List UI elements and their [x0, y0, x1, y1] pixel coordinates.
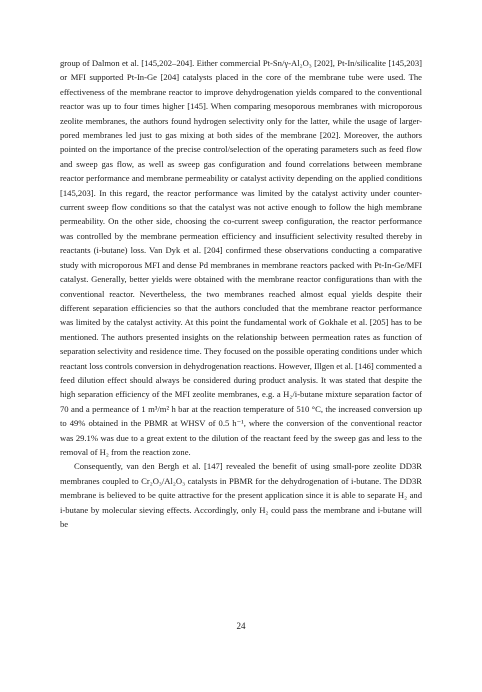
paragraph: group of Dalmon et al. [145,202–204]. Either commercial Pt-Sn/γ-Al₂O₃ [202], Pt-In/silicalite [145,203] or MFI supported Pt-In-Ge [204] catalysts placed in the core of the membrane tube were used. The effectiveness of the membrane reactor to improve dehydrogenation yields compared to the conventional reactor was up to four times higher [145]. When comparing mesoporous membranes with microporous zeolite membranes, the authors found hydrogen selectivity only for the latter, while the usage of larger-pored membranes led just to gas mixing at both sides of the membrane [202]. Moreover, the authors pointed on the importance of the precise control/selection of the operating parameters such as feed flow and sweep gas flow, as well as sweep gas configuration and found correlations between membrane reactor performance and membrane permeability or catalyst activity depending on the applied conditions [145,203]. In this regard, the reactor performance was limited by the catalyst activity under counter-current sweep flow conditions so that the catalyst was not active enough to follow the high membrane permeability. On the other side, choosing the co-current sweep configuration, the reactor performance was controlled by the membrane permeation efficiency and insufficient selectivity resulted thereby in reactants (i-butane) loss. Van Dyk et al. [204] confirmed these observations conducting a comparative study with microporous MFI and dense Pd membranes in membrane reactors packed with Pt-In-Ge/MFI catalyst. Generally, better yields were obtained with the membrane reactor configurations than with the conventional reactor. Nevertheless, the two membranes reached almost equal yields despite their different separation efficiencies so that the authors concluded that the membrane reactor performance was limited by the catalyst activity. At this point the fundamental work of Gokhale et al. [205] has to be mentioned. The authors presented insights on the relationship between permeation rates as function of separation selectivity and residence time. They focused on the possible operating conditions under which reactant loss controls conversion in dehydrogenation reactions. However, Illgen et al. [146] commented a feed dilution effect should always be considered during product analysis. It was stated that despite the high separation efficiency of the MFI zeolite membranes, e.g. a H₂/i-butane mixture separation factor of 70 and a permeance of 1 m³/m² h bar at the reaction temperature of 510 °C, the increased conversion up to 49% obtained in the PBMR at WHSV of 0.5 h⁻¹, where the conversion of the conventional reactor was 29.1% was due to a great extent to the dilution of the reactant feed by the sweep gas and less to the removal of H₂ from the reaction zone.	[60, 58, 422, 457]
paragraph: Consequently, van den Bergh et al. [147] revealed the benefit of using small-pore zeolite DD3R membranes coupled to Cr₂O₃/Al₂O₃ catalysts in PBMR for the dehydrogenation of i-butane. The DD3R membrane is believed to be quite attractive for the present application since it is able to separate H₂ and i-butane by molecular sieving effects. Accordingly, only H₂ could pass the membrane and i-butane will be	[60, 461, 422, 529]
body-text	[60, 56, 422, 531]
page-number: 24	[236, 621, 246, 631]
